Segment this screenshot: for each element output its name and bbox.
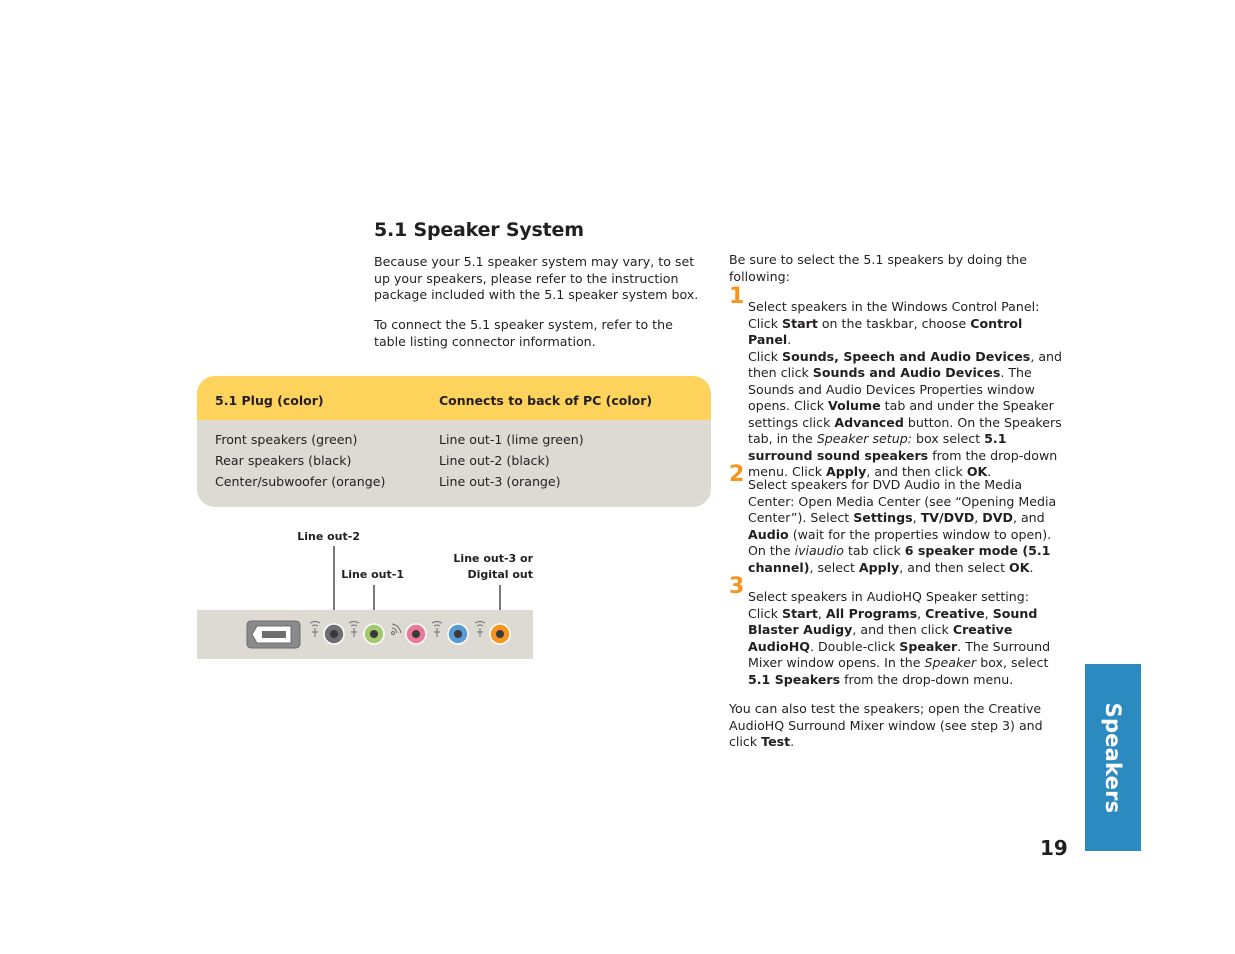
jack-line-out-1 xyxy=(364,624,384,644)
bold-term: TV/DVD xyxy=(920,510,975,525)
step-number: 3 xyxy=(729,574,745,599)
text-run: , xyxy=(817,605,826,621)
bold-term: OK xyxy=(966,464,988,479)
text-run: Select speakers in AudioHQ Speaker setting: xyxy=(748,589,1030,604)
side-tab-label: Speakers xyxy=(1101,702,1125,814)
jack-line-in xyxy=(448,624,468,644)
step-number: 2 xyxy=(729,462,745,487)
text-run: button. On the Speakers tab, in the xyxy=(748,414,1062,446)
connector-table xyxy=(197,376,711,507)
bold-term: DVD xyxy=(982,510,1013,525)
table-cell-plug: Center/subwoofer (orange) xyxy=(215,474,386,489)
text-run: Click xyxy=(748,605,783,621)
table-row xyxy=(197,453,711,474)
text-run: You can also test the speakers; open the Creative AudioHQ Surround Mixer window (see step 3) and click xyxy=(729,701,1043,749)
italic-term: Speaker setup: xyxy=(816,431,912,446)
text-run: , select xyxy=(809,559,859,575)
label-line-out-1: Line out-1 xyxy=(341,568,404,581)
text-run: , and then select xyxy=(899,559,1010,575)
bold-term: 5.1 Speakers xyxy=(748,671,841,687)
text-run: , and xyxy=(1012,510,1045,525)
bold-term: Settings xyxy=(853,510,913,525)
bold-term: Volume xyxy=(828,398,881,413)
text-run: . The Sounds and Audio Devices Properties window opens. Click xyxy=(748,365,1035,413)
text-run: . xyxy=(1029,559,1034,575)
jack-line-out-3 xyxy=(490,624,510,644)
text-run: , xyxy=(974,510,983,525)
text-run: on the taskbar, choose xyxy=(817,315,971,331)
bold-term: Speaker xyxy=(899,638,958,654)
table-header xyxy=(197,376,711,420)
port-icon xyxy=(247,621,300,648)
text-run: tab and under the Speaker settings click xyxy=(748,398,1054,430)
bold-term: Sound Blaster Audigy xyxy=(748,605,1038,637)
bold-term: Sounds and Audio Devices xyxy=(812,365,1001,380)
bold-term: Audio xyxy=(748,526,789,542)
text-run: Select speakers for DVD Audio in the Media Center: Open Media Center (see “Opening Media Center”). Select xyxy=(748,477,1057,525)
table-cell-connects: Line out-1 (lime green) xyxy=(439,432,584,447)
intro-paragraph: Because your 5.1 speaker system may vary, to set up your speakers, please refer to the instruction package included with the 5.1 speaker system box. xyxy=(374,254,699,302)
table-cell-plug: Front speakers (green) xyxy=(215,432,358,447)
text-run: tab click xyxy=(843,543,905,558)
bold-term: Creative xyxy=(925,605,985,621)
text-run: from the drop-down menu. Click xyxy=(748,447,1058,479)
bold-term: Apply xyxy=(826,464,867,479)
step-text xyxy=(748,589,1068,688)
section-title: 5.1 Speaker System xyxy=(374,219,584,241)
label-line-out-3-line2: Digital out xyxy=(467,568,533,581)
text-run: Select speakers in the Windows Control Panel: xyxy=(748,299,1040,314)
text-run: box select xyxy=(911,431,985,446)
bold-term: Apply xyxy=(858,559,900,575)
bold-term: Creative AudioHQ xyxy=(748,622,1013,654)
bold-term: Control Panel xyxy=(748,315,1023,347)
instructions-intro: Be sure to select the 5.1 speakers by doing the following: xyxy=(729,252,1028,284)
jack-mic-in xyxy=(406,624,426,644)
text-run: . Double-click xyxy=(809,638,900,654)
closing-paragraph xyxy=(729,701,1064,751)
text-run: , xyxy=(912,510,921,525)
bold-term: Start xyxy=(782,605,818,621)
text-run: , and then click xyxy=(866,464,967,479)
bold-term: OK xyxy=(1009,559,1030,575)
text-run: from the drop-down menu. xyxy=(840,671,1014,687)
text-run: box, select xyxy=(976,655,1049,670)
section-side-tab xyxy=(1085,664,1141,851)
bold-term: All Programs xyxy=(825,605,918,621)
table-cell-connects: Line out-2 (black) xyxy=(439,453,550,468)
table-row xyxy=(197,474,711,495)
table-cell-plug: Rear speakers (black) xyxy=(215,453,352,468)
text-run: . xyxy=(787,332,792,347)
text-run: , and then click xyxy=(852,622,953,637)
text-run: Click xyxy=(748,315,783,331)
text-run: Click xyxy=(748,348,783,364)
connector-diagram xyxy=(197,530,537,662)
italic-term: Speaker xyxy=(924,655,977,670)
bold-term: Advanced xyxy=(834,414,904,430)
bold-term: 5.1 surround sound speakers xyxy=(748,431,1007,463)
jack-line-out-2 xyxy=(324,624,344,644)
bold-term: Test xyxy=(761,734,791,749)
text-run: . The Surround Mixer window opens. In the xyxy=(748,638,1051,670)
step-text xyxy=(748,299,1068,481)
table-cell-connects: Line out-3 (orange) xyxy=(439,474,561,489)
text-run: , xyxy=(984,605,993,621)
bold-term: 6 speaker mode (5.1 channel) xyxy=(748,543,1051,575)
text-run: (wait for the properties window to open). On the xyxy=(748,526,1052,558)
text-run: . xyxy=(987,464,992,479)
table-reference-paragraph: To connect the 5.1 speaker system, refer to the table listing connector information. xyxy=(374,317,673,349)
table-header-plug: 5.1 Plug (color) xyxy=(215,393,324,408)
step-number: 1 xyxy=(729,284,745,309)
text-run: . xyxy=(790,734,795,749)
text-run: , and then click xyxy=(748,348,1063,380)
bold-term: Start xyxy=(782,315,818,331)
label-line-out-2: Line out-2 xyxy=(297,530,360,543)
page-number: 19 xyxy=(1040,836,1068,860)
table-row xyxy=(197,432,711,453)
label-line-out-3-line1: Line out-3 or xyxy=(453,552,533,565)
italic-term: iviaudio xyxy=(794,543,844,558)
text-run: , xyxy=(917,605,926,621)
bold-term: Sounds, Speech and Audio Devices xyxy=(782,348,1031,364)
step-text xyxy=(748,477,1068,576)
table-header-connects: Connects to back of PC (color) xyxy=(439,393,653,408)
